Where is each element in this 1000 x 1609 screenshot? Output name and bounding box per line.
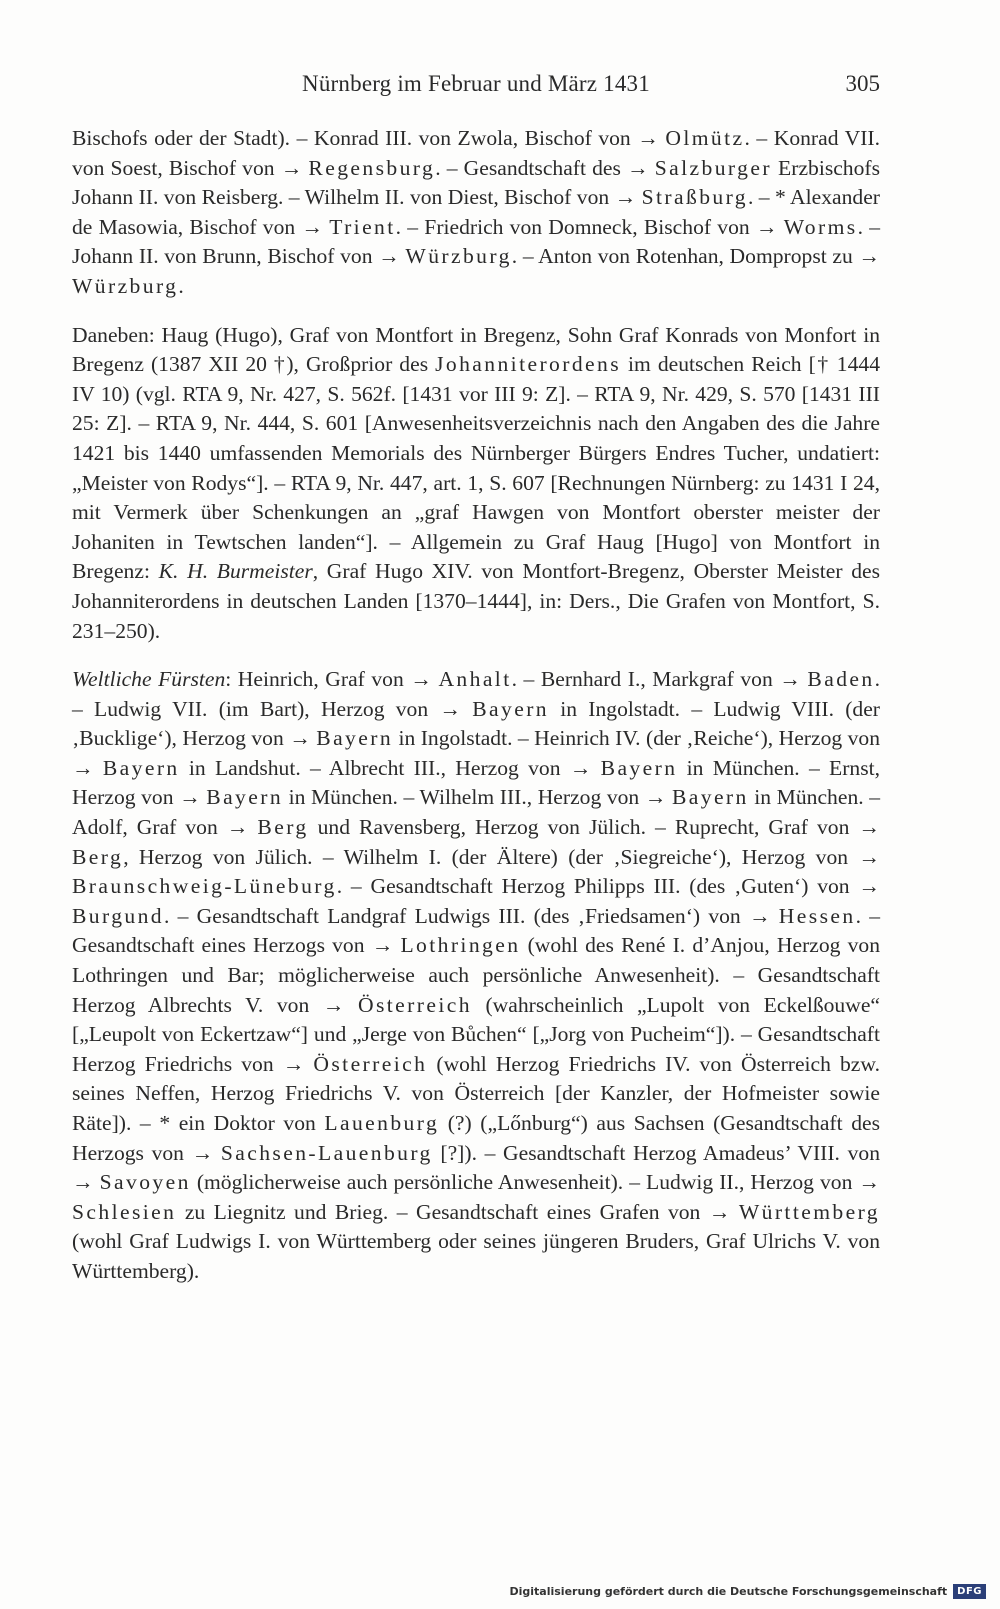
text-run: in München. – Adolf, Graf von → (72, 785, 881, 840)
text-run: in Ingolstadt. – Ludwig VIII. (der ‚Bucklige‘), Herzog von → (72, 696, 880, 751)
spaced-term: Baden (807, 667, 875, 692)
text-run: in Landshut. – Albrecht III., Herzog von → (179, 755, 601, 780)
spaced-term: Olmütz (665, 126, 745, 150)
paragraph-secular-princes (72, 665, 880, 1286)
text-run: . – Gesandtschaft eines Herzogs von → (72, 903, 881, 958)
text-run: . – * Alexander de Masowia, Bischof von → (72, 185, 880, 239)
text-run: . – Gesandtschaft Landgraf Ludwigs III. (des ‚Friedsamen‘) von → (164, 903, 779, 928)
text-run: (?) („Lőnburg“) aus Sachsen (Gesandtschaft des Herzogs von → (72, 1111, 880, 1165)
text-run: , Herzog von Jülich. – Wilhelm I. (der Ältere) (der ‚Siegreiche‘), Herzog von → (123, 844, 880, 869)
spaced-term: Bayern (472, 696, 550, 721)
text-run: . – Johann II. von Brunn, Bischof von → (72, 214, 881, 269)
text-run: . – Ludwig VII. (im Bart), Herzog von → (72, 667, 880, 721)
dfg-logo: DFG (953, 1584, 986, 1599)
spaced-term: Schlesien (72, 1199, 177, 1224)
spaced-term: Trient (329, 214, 396, 239)
spaced-term: Bayern (671, 785, 749, 810)
text-run: [?]). – Gesandtschaft Herzog Amadeus’ VIII. von → (72, 1140, 880, 1195)
paragraph-montfort (72, 321, 880, 647)
italic-term: K. H. Burmeister (158, 559, 313, 584)
running-head (72, 64, 880, 104)
text-run: , Graf Hugo XIV. von Montfort-Bregenz, Oberster Meister des Johanniterordens in deutschen Landen [1370–1444], in: Ders., Die Grafen von Montfort, S. 231–250). (72, 559, 880, 643)
text-run: und Ravensberg, Herzog von Jülich. – Ruprecht, Graf von → (308, 815, 880, 840)
spaced-term: Würzburg (72, 273, 179, 298)
italic-term: Weltliche Fürsten (72, 667, 226, 692)
text-run: in Ingolstadt. – Heinrich IV. (der ‚Reiche‘), Herzog von → (72, 726, 880, 780)
text-run: . – Bernhard I., Markgraf von → (511, 667, 808, 692)
spaced-term: Straßburg (641, 185, 748, 210)
body-text (72, 124, 880, 1306)
spaced-term: Braunschweig-Lüneburg (72, 874, 337, 899)
spaced-term: Württemberg (738, 1199, 880, 1224)
text-run: . – Anton von Rotenhan, Dompropst zu → (511, 244, 880, 269)
spaced-term: Anhalt (438, 667, 512, 692)
digitization-credit (509, 1584, 986, 1599)
text-run: in München. – Ernst, Herzog von → (72, 755, 880, 810)
spaced-term: Berg (72, 844, 124, 869)
spaced-term: Österreich (357, 992, 472, 1017)
text-run: . – Gesandtschaft des → (435, 155, 655, 180)
text-run: in München. – Wilhelm III., Herzog von → (283, 785, 672, 810)
spaced-term: Burgund (72, 903, 164, 928)
page-title: Nürnberg im Februar und März 1431 (302, 71, 650, 96)
text-run: Erzbischofs Johann II. von Reisberg. – Wilhelm II. von Diest, Bischof von → (72, 155, 880, 210)
spaced-term: Worms (783, 214, 858, 239)
spaced-term: Sachsen-Lauenburg (220, 1140, 433, 1165)
paragraph-bishops (72, 124, 880, 302)
text-run: . – Friedrich von Domneck, Bischof von → (395, 214, 784, 239)
text-run: zu Liegnitz und Brieg. – Gesandtschaft eines Grafen von → (176, 1199, 739, 1224)
spaced-term: Salzburger (654, 155, 772, 180)
text-run: (wahrscheinlich „Lupolt von Eckelßouwe“ [„Leupolt von Eckertzaw“] und „Jerge von Bůchen“ [„Jorg von Pucheim“]). – Gesandtschaft Herzog Friedrichs von → (72, 992, 880, 1076)
text-run: im deutschen Reich [† 1444 IV 10) (vgl. RTA 9, Nr. 427, S. 562f. [1431 vor III 9: Z]. – RTA 9, Nr. 429, S. 570 [1431 III 25: Z]. – RTA 9, Nr. 444, S. 601 [Anwesenheitsverzeichnis nach den Angaben des die Jahre 1421 bis 1440 umfassenden Memorials des Nürnberger Bürgers Endres Tucher, undatiert: „Meister von Rodys“]. – RTA 9, Nr. 447, art. 1, S. 607 [Rechnungen Nürnberg: zu 1431 I 24, mit Vermerk über Schenkungen an „graf Hawgen von Montfort oberster meister der Johaniten in Tewtschen landen“]. – Allgemein zu Graf Haug [Hugo] von Montfort in Bregenz: (72, 352, 880, 584)
spaced-term: Hessen (778, 903, 856, 928)
text-run: (wohl des René I. d’Anjou, Herzog von Lothringen und Bar; möglicherweise auch persönliche Anwesenheit). – Gesandtschaft Herzog Albrechts V. von → (72, 933, 880, 1017)
text-run: Daneben: Haug (Hugo), Graf von Montfort in Bregenz, Sohn Graf Konrads von Monfort in Bregenz (1387 XII 20 †), Großprior des (72, 322, 880, 377)
text-run: Bischofs oder der Stadt). – Konrad III. von Zwola, Bischof von → (72, 126, 666, 150)
page-number: 305 (845, 71, 880, 96)
spaced-term: Berg (257, 815, 309, 840)
spaced-term: Bayern (102, 755, 180, 780)
text-run: . (178, 273, 184, 298)
spaced-term: Bayern (600, 755, 678, 780)
spaced-term: Würzburg (405, 244, 512, 269)
spaced-term: Regensburg (308, 155, 436, 180)
spaced-term: Savoyen (99, 1170, 191, 1195)
spaced-term: Lauenburg (324, 1111, 440, 1135)
spaced-term: Lothringen (400, 933, 521, 958)
text-run: . – Konrad VII. von Soest, Bischof von → (72, 126, 881, 180)
text-run: . – Gesandtschaft Herzog Philipps III. (des ‚Guten‘) von → (336, 874, 880, 899)
text-run: (wohl Graf Ludwigs I. von Württemberg oder seines jüngeren Bruders, Graf Ulrichs V. von Württemberg). (72, 1229, 880, 1283)
text-run: : Heinrich, Graf von → (225, 667, 439, 692)
text-run: (möglicherweise auch persönliche Anwesenheit). – Ludwig II., Herzog von → (190, 1170, 881, 1195)
spaced-term: Bayern (206, 785, 284, 810)
credit-text: Digitalisierung gefördert durch die Deutsche Forschungsgemeinschaft (509, 1585, 948, 1598)
text-run: (wohl Herzog Friedrichs IV. von Österreich bzw. seines Neffen, Herzog Friedrichs V. von Österreich [der Kanzler, der Hofmeister sowie Räte]). – * ein Doktor von (72, 1051, 880, 1135)
spaced-term: Bayern (316, 726, 394, 751)
spaced-term: Österreich (313, 1051, 428, 1076)
spaced-term: Johanniterordens (435, 352, 622, 377)
